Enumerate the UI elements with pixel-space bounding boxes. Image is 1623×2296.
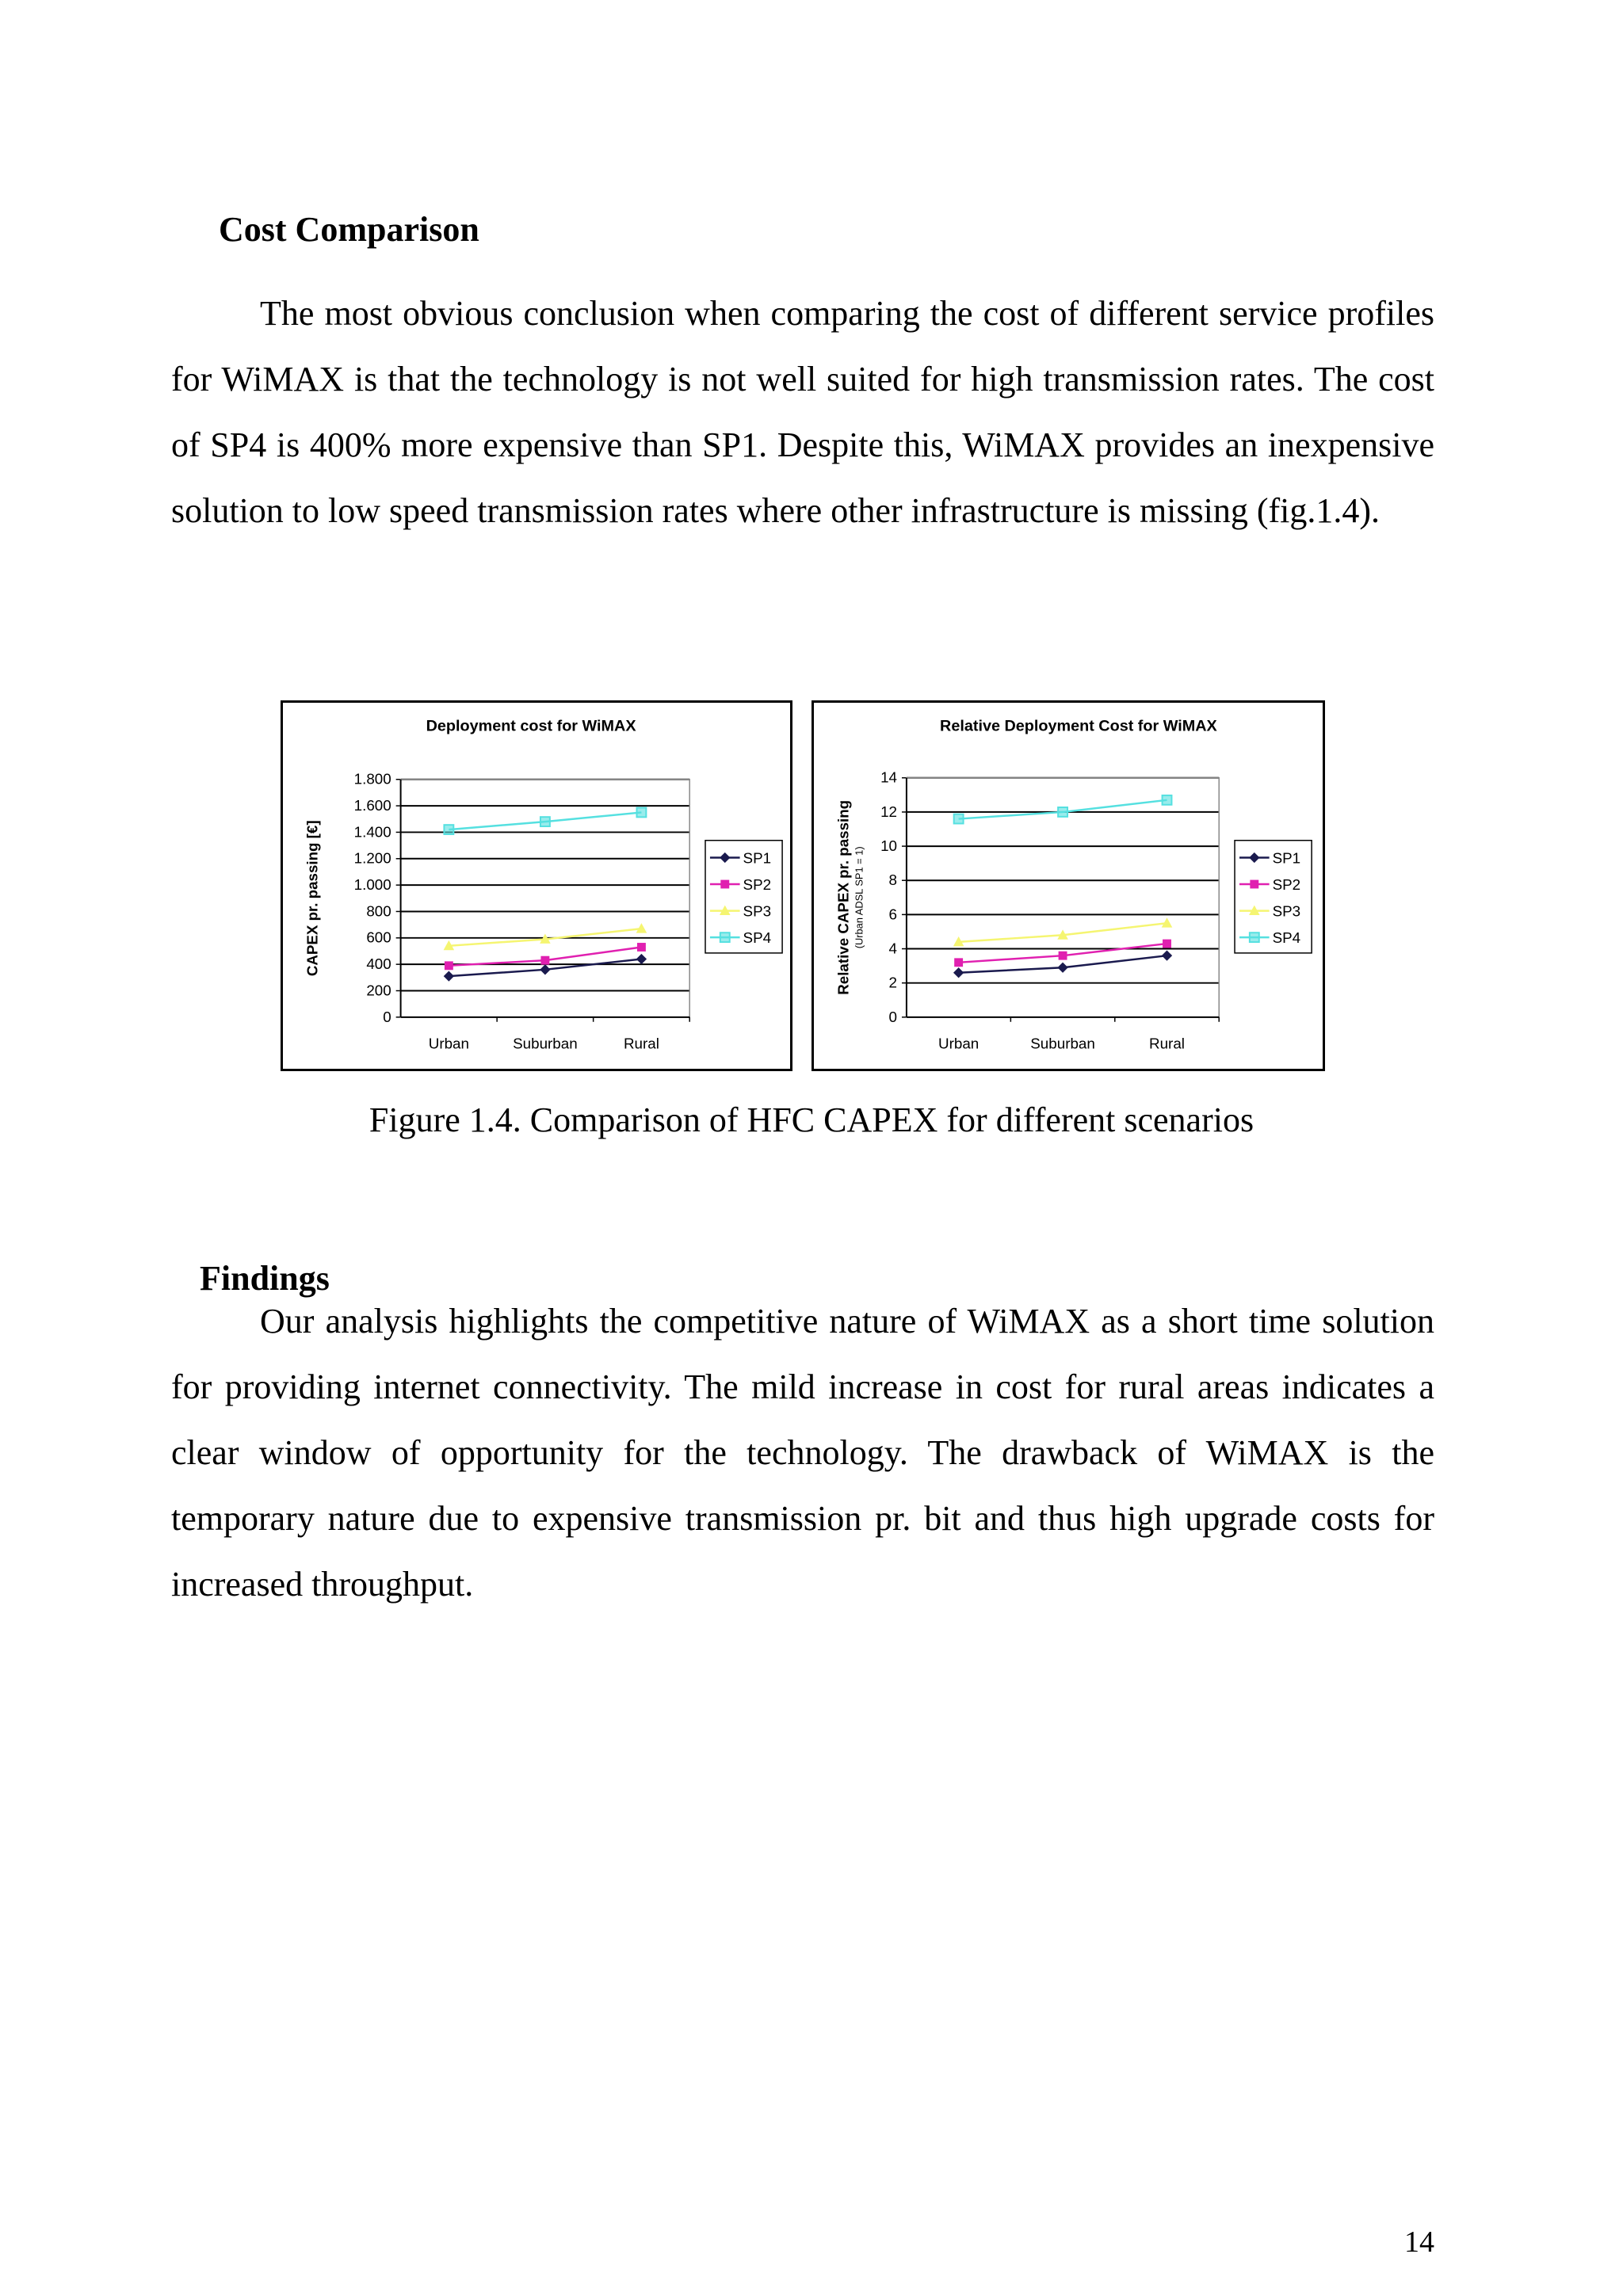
data-point-SP1 <box>1058 963 1067 972</box>
y-tick-label: 400 <box>366 955 391 973</box>
x-tick-label: Rural <box>1149 1035 1185 1052</box>
y-tick-label: 800 <box>366 902 391 920</box>
y-tick-label: 8 <box>888 871 898 889</box>
data-point-SP1 <box>1163 951 1172 960</box>
chart-deployment-cost-svg <box>283 703 790 1069</box>
data-point-SP4 <box>1163 795 1172 805</box>
series-SP3 <box>954 918 1172 946</box>
series-SP3 <box>444 924 646 950</box>
data-point-SP2 <box>1163 940 1171 948</box>
y-tick-label: 4 <box>888 940 898 957</box>
y-tick-label: 1.600 <box>353 797 391 814</box>
legend-label-SP3: SP3 <box>1272 902 1301 920</box>
legend-label-SP1: SP1 <box>743 849 772 867</box>
section-heading-findings: Findings <box>200 1259 330 1298</box>
legend-label-SP4: SP4 <box>743 929 772 947</box>
series-SP4 <box>444 808 646 835</box>
chart-title: Deployment cost for WiMAX <box>426 717 636 735</box>
chart-relative-deployment-cost-svg <box>814 703 1323 1069</box>
data-point-SP1 <box>636 955 646 964</box>
chart-deployment-cost <box>281 700 792 1071</box>
y-tick-label: 10 <box>880 837 898 854</box>
data-point-SP1 <box>540 965 550 974</box>
y-tick-label: 2 <box>888 974 898 991</box>
paragraph-findings: Our analysis highlights the competitive nature of WiMAX as a short time solution for providing internet connectivity. The mild increase in cost for rural areas indicates a clear window of opportunity for the technology. The drawback of WiMAX is the temporary nature due to expensive transmission pr. bit and thus high upgrade costs for increased throughput. <box>171 1302 1434 1604</box>
data-point-SP2 <box>445 962 453 970</box>
paragraph-cost-comparison: The most obvious conclusion when comparing the cost of different service profiles for WiMAX is that the technology is not well suited for high transmission rates. The cost of SP4 is 400% more expensive than SP1. Despite this, WiMAX provides an inexpensive solution to low speed transmission rates where other infrastructure is missing (fig.1.4). <box>171 294 1434 530</box>
data-point-SP4 <box>444 825 453 834</box>
legend-marker-SP2 <box>721 880 729 888</box>
data-point-SP4 <box>954 814 964 824</box>
y-axis-label: CAPEX pr. passing [€] <box>304 820 321 977</box>
data-point-SP4 <box>1058 807 1067 817</box>
legend-marker-SP2 <box>1251 880 1258 888</box>
legend-marker-SP4 <box>720 933 730 942</box>
series-SP4 <box>954 795 1172 824</box>
y-tick-label: 1.200 <box>353 849 391 867</box>
y-axis-label: Relative CAPEX pr. passing <box>834 799 852 995</box>
x-tick-label: Urban <box>938 1035 980 1052</box>
legend-label-SP1: SP1 <box>1272 849 1301 867</box>
data-point-SP2 <box>955 959 963 967</box>
data-point-SP4 <box>636 808 646 818</box>
data-point-SP2 <box>541 956 549 964</box>
y-tick-label: 0 <box>888 1008 898 1025</box>
x-tick-label: Urban <box>428 1035 469 1052</box>
y-axis-sublabel: (Urban ADSL SP1 = 1) <box>853 846 865 949</box>
data-point-SP2 <box>637 944 645 952</box>
section-heading-cost-comparison: Cost Comparison <box>219 210 479 249</box>
legend-label-SP4: SP4 <box>1272 929 1301 947</box>
y-tick-label: 14 <box>880 769 898 786</box>
y-tick-label: 1.000 <box>353 876 391 894</box>
legend-label-SP3: SP3 <box>743 902 772 920</box>
legend-marker-SP4 <box>1250 933 1259 942</box>
data-point-SP2 <box>1059 952 1067 959</box>
figure-caption: Figure 1.4. Comparison of HFC CAPEX for different scenarios <box>369 1100 1254 1139</box>
legend-label-SP2: SP2 <box>1272 875 1301 893</box>
y-tick-label: 0 <box>383 1008 391 1025</box>
x-tick-label: Suburban <box>513 1035 578 1052</box>
data-point-SP4 <box>540 817 550 826</box>
chart-relative-deployment-cost <box>812 700 1325 1071</box>
y-tick-label: 12 <box>880 803 898 820</box>
x-tick-label: Rural <box>623 1035 659 1052</box>
y-tick-label: 600 <box>366 929 391 946</box>
y-tick-label: 1.400 <box>353 823 391 841</box>
data-point-SP1 <box>954 968 964 978</box>
chart-title: Relative Deployment Cost for WiMAX <box>940 717 1217 735</box>
legend-label-SP2: SP2 <box>743 875 772 893</box>
data-point-SP1 <box>444 971 453 981</box>
y-tick-label: 200 <box>366 982 391 999</box>
x-tick-label: Suburban <box>1030 1035 1095 1052</box>
y-tick-label: 6 <box>888 906 898 923</box>
y-tick-label: 1.800 <box>353 770 391 788</box>
page-number: 14 <box>1404 2225 1434 2259</box>
